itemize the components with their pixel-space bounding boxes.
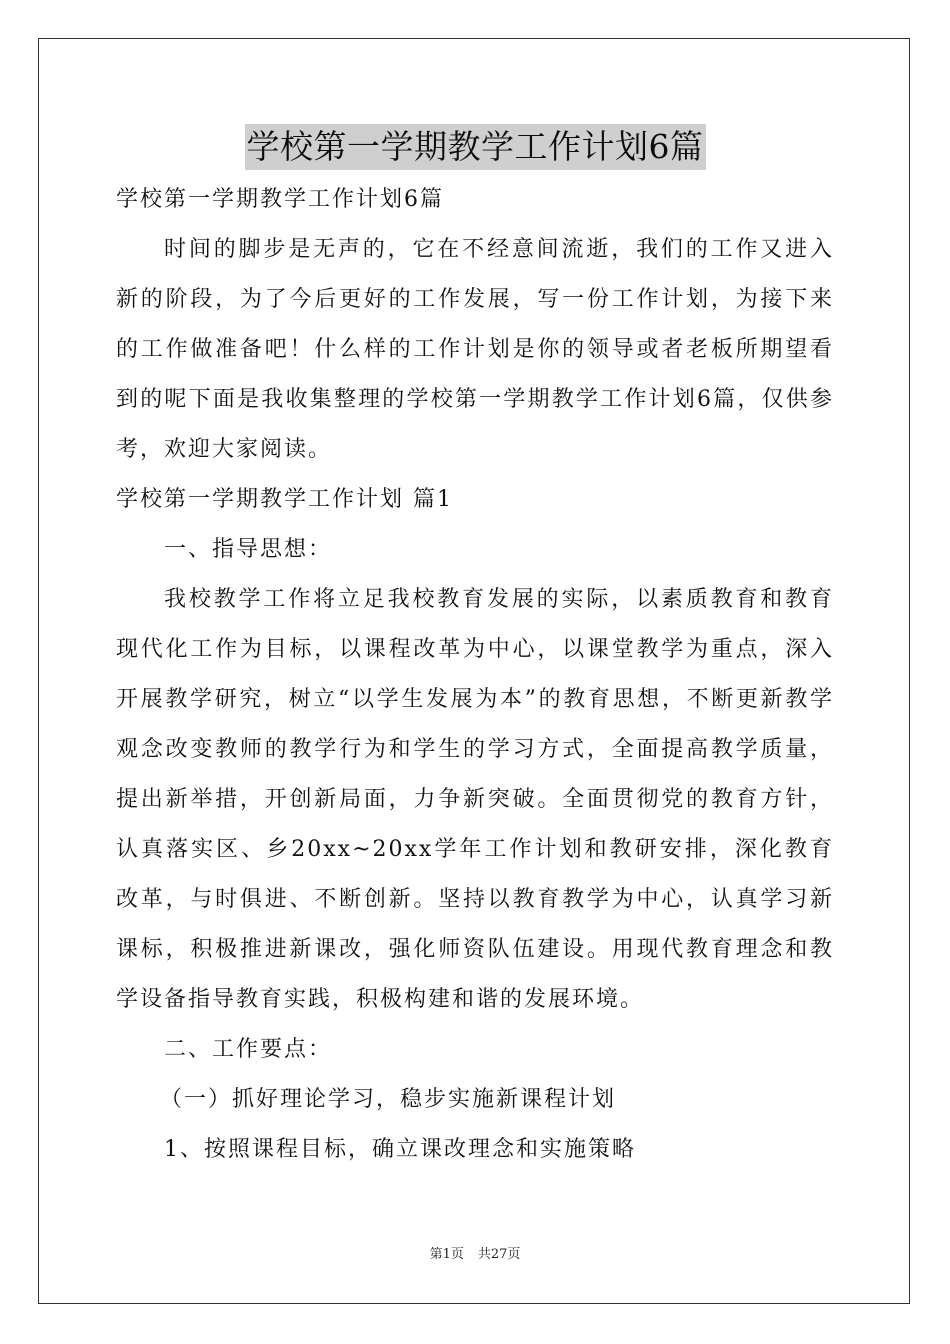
subheading-theory-study: （一）抓好理论学习，稳步实施新课程计划	[160, 1087, 617, 1112]
section-heading: 学校第一学期教学工作计划 篇1	[116, 487, 453, 512]
page-number-current: 第1页	[429, 1247, 464, 1262]
document-title: 学校第一学期教学工作计划6篇	[245, 124, 706, 170]
heading-guiding-thought: 一、指导思想：	[164, 537, 333, 562]
title-wrap	[0, 124, 950, 170]
intro-paragraph: 时间的脚步是无声的，它在不经意间流逝，我们的工作又进入新的阶段，为了今后更好的工作发展，写一份工作计划，为接下来的工作做准备吧！什么样的工作计划是你的领导或者老板所期望看到的呢下面是我收集整理的学校第一学期教学工作计划6篇，仅供参考，欢迎大家阅读。	[116, 237, 834, 462]
guiding-thought-paragraph: 我校教学工作将立足我校教育发展的实际，以素质教育和教育现代化工作为目标，以课程改革为中心，以课堂教学为重点，深入开展教学研究，树立“以学生发展为本”的教育思想，不断更新教学观念改变教师的教学行为和学生的学习方式，全面提高教学质量，提出新举措，开创新局面，力争新突破。全面贯彻党的教育方针，认真落实区、乡20xx~20xx学年工作计划和教研安排，深化教育改革，与时俱进、不断创新。坚持以教育教学为中心，认真学习新课标，积极推进新课改，强化师资队伍建设。用现代教育理念和教学设备指导教育实践，积极构建和谐的发展环境。	[116, 587, 834, 1012]
page-number-total: 共27页	[477, 1247, 521, 1262]
document-body	[116, 175, 834, 1175]
item-curriculum-goals: 1、按照课程目标，确立课改理念和实施策略	[164, 1137, 636, 1162]
subtitle-paragraph: 学校第一学期教学工作计划6篇	[116, 187, 444, 212]
page-footer	[0, 1245, 950, 1265]
heading-work-points: 二、工作要点：	[164, 1037, 333, 1062]
